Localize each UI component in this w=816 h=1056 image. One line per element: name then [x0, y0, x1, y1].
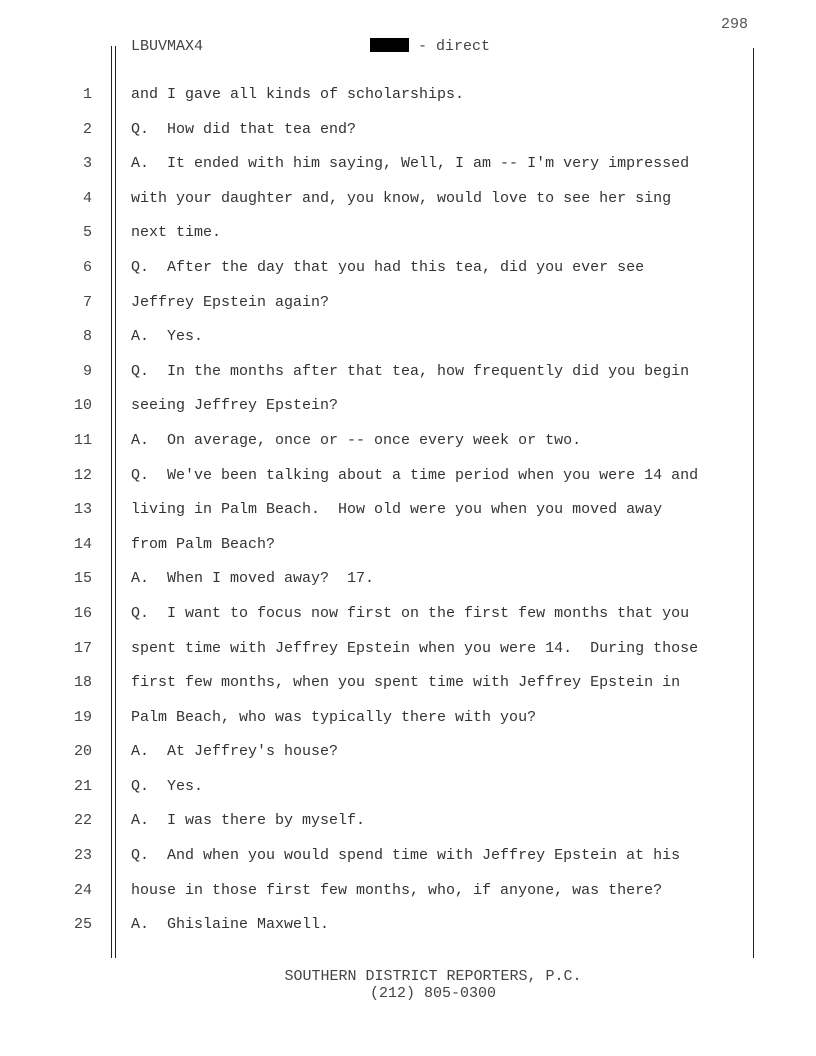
- transcript-line: [0, 251, 816, 286]
- line-number: 7: [82, 293, 92, 311]
- line-text: A. On average, once or -- once every week or two.: [131, 431, 582, 449]
- section-label: - direct: [409, 38, 491, 55]
- line-text: living in Palm Beach. How old were you when you moved away: [131, 501, 663, 519]
- line-number: 18: [73, 674, 92, 692]
- line-text: seeing Jeffrey Epstein?: [131, 397, 339, 415]
- transcript-line: [0, 355, 816, 390]
- line-text: A. When I moved away? 17.: [131, 570, 375, 588]
- line-number: 17: [73, 639, 92, 657]
- line-text: A. At Jeffrey's house?: [131, 743, 339, 761]
- line-text: Q. After the day that you had this tea, did you ever see: [131, 258, 645, 276]
- line-text: and I gave all kinds of scholarships.: [131, 86, 465, 103]
- line-number: 4: [82, 189, 92, 207]
- transcript-lines: [0, 78, 816, 943]
- transcript-line: [0, 770, 816, 805]
- transcript-line: [0, 493, 816, 528]
- transcript-line: [0, 701, 816, 736]
- line-number: 8: [82, 328, 92, 346]
- transcript-line: [0, 666, 816, 701]
- transcript-line: [0, 320, 816, 355]
- line-text: with your daughter and, you know, would love to see her sing: [131, 189, 672, 207]
- line-number: 3: [82, 155, 92, 173]
- transcript-line: [0, 874, 816, 909]
- transcript-line: [0, 735, 816, 770]
- transcript-line: [0, 147, 816, 182]
- case-code: LBUVMAX4: [131, 38, 204, 55]
- line-number: 22: [73, 812, 92, 830]
- line-text: Q. I want to focus now first on the first few months that you: [131, 604, 690, 622]
- transcript-line: [0, 804, 816, 839]
- line-number: 11: [73, 431, 92, 449]
- line-text: Q. We've been talking about a time period when you were 14 and: [131, 466, 699, 484]
- line-text: from Palm Beach?: [131, 535, 276, 553]
- transcript-line: [0, 182, 816, 217]
- line-text: A. I was there by myself.: [131, 812, 366, 830]
- line-text: A. Yes.: [131, 328, 204, 346]
- line-number: 14: [73, 535, 92, 553]
- transcript-line: [0, 562, 816, 597]
- line-number: 23: [73, 847, 92, 865]
- transcript-line: [0, 528, 816, 563]
- line-text: Q. Yes.: [131, 777, 204, 795]
- line-number: 5: [82, 224, 92, 242]
- page-number: 298: [720, 16, 748, 33]
- line-number: 20: [73, 743, 92, 761]
- line-text: Q. In the months after that tea, how frequently did you begin: [131, 362, 690, 380]
- transcript-line: [0, 286, 816, 321]
- transcript-line: [0, 459, 816, 494]
- line-number: 12: [73, 466, 92, 484]
- line-number: 25: [73, 916, 92, 934]
- line-number: 1: [82, 86, 92, 103]
- line-text: next time.: [131, 224, 222, 242]
- transcript-line: [0, 216, 816, 251]
- line-number: 9: [82, 362, 92, 380]
- line-number: 21: [73, 777, 92, 795]
- footer: [0, 968, 816, 1002]
- line-number: 13: [73, 501, 92, 519]
- transcript-line: [0, 908, 816, 943]
- line-text: Palm Beach, who was typically there with you?: [131, 708, 537, 726]
- line-text: A. It ended with him saying, Well, I am -- I'm very impressed: [131, 155, 690, 173]
- transcript-line: [0, 113, 816, 148]
- transcript-line: [0, 78, 816, 113]
- line-number: 6: [82, 258, 92, 276]
- section-header: [370, 38, 490, 55]
- line-number: 19: [73, 708, 92, 726]
- line-text: spent time with Jeffrey Epstein when you were 14. During those: [131, 639, 699, 657]
- transcript-line: [0, 389, 816, 424]
- transcript-line: [0, 839, 816, 874]
- footer-reporter: SOUTHERN DISTRICT REPORTERS, P.C.: [284, 968, 582, 985]
- line-number: 24: [73, 881, 92, 899]
- line-text: house in those first few months, who, if anyone, was there?: [131, 881, 663, 899]
- transcript-line: [0, 597, 816, 632]
- line-number: 15: [73, 570, 92, 588]
- line-text: first few months, when you spent time with Jeffrey Epstein in: [131, 674, 681, 692]
- line-number: 10: [73, 397, 92, 415]
- line-text: Q. How did that tea end?: [131, 120, 357, 138]
- line-text: Jeffrey Epstein again?: [131, 293, 330, 311]
- line-number: 2: [82, 120, 92, 138]
- line-text: Q. And when you would spend time with Jeffrey Epstein at his: [131, 847, 681, 865]
- footer-phone: (212) 805-0300: [369, 985, 497, 1002]
- line-number: 16: [73, 604, 92, 622]
- transcript-line: [0, 424, 816, 459]
- transcript-line: [0, 632, 816, 667]
- redaction-bar: [370, 38, 409, 52]
- line-text: A. Ghislaine Maxwell.: [131, 916, 330, 934]
